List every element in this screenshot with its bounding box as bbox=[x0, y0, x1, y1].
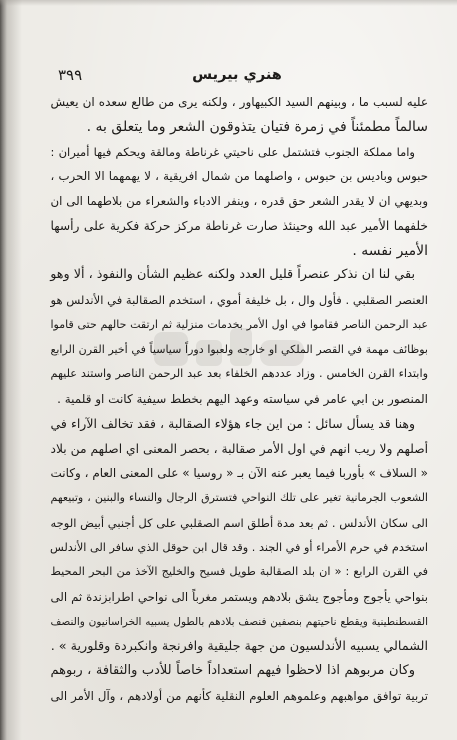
text-line: القسطنطينية ويقطع ناحيتهم بنصفين فنصف بلادهم بالطول يسبيه الخراسانيون والنصف bbox=[50, 615, 428, 628]
text-line: سالماً مطمئناً في زمرة فتيان يتذوقون الشعر وما يتعلق به . bbox=[86, 118, 428, 135]
text-line: عبد الرحمن الناصر فقاموا في اول الأمر بخدمات منزلية ثم ارتقت حالهم حتى قاموا bbox=[50, 317, 428, 331]
text-line: وابتداء القرن الخامس . وزاد عددهم الخلفاء بعد عبد الرحمن الناصر واستند عليهم bbox=[50, 367, 428, 381]
text-line: واما مملكة الجنوب فتشتمل على ناحيتي غرناطة ومالقة ويحكم فيها أميران : bbox=[50, 144, 415, 159]
text-line: وكان مربوهم اذا لاحظوا فيهم استعداداً خاصاً للأدب والثقافة ، ربوهم bbox=[50, 663, 415, 679]
page-number: ٣٩٩ bbox=[58, 66, 83, 84]
text-line: الأمير نفسه . bbox=[352, 242, 428, 259]
text-line: المنصور بن ابي عامر في سياسته وعهد اليهم بخطط سيفية كانت او قلمية . bbox=[57, 392, 428, 406]
text-line: عليه لسبب ما ، وبينهم السيد الكبيهاور ، ولكنه يرى من طالع سعده ان يعيش bbox=[50, 95, 428, 109]
binding-shadow bbox=[0, 0, 22, 740]
page-top-edge bbox=[0, 0, 457, 6]
running-title: هنري بيريس bbox=[192, 67, 282, 83]
text-line: أصلهم ولا ريب انهم في اول الأمر صقالبة ، بحصر المعنى اي اصلهم من بلاد bbox=[50, 441, 428, 456]
text-line: « السلاف » بأوربا فيما يعبر عنه الآن بـ « روسيا » على المعنى العام ، وكانت bbox=[50, 466, 428, 481]
text-line: العنصر الصقلبي . فأول وال ، بل خليفة أموي ، استخدم الصقالبة في الأندلس هو bbox=[50, 293, 428, 307]
body-text bbox=[49, 90, 428, 709]
text-line: تربية توافق مواهبهم وعلموهم العلوم النقلية كأنهم من أولادهم ، وآل الأمر الى bbox=[50, 689, 428, 703]
text-line: استخدم في حرم الأمراء أو في الجند . وقد قال ابن حوقل الذي سافر الى الأندلس bbox=[50, 540, 428, 554]
text-line: حبوس وباديس بن حبوس ، واصلهما من شمال افريقية ، لا يهمهما الا الحرب ، bbox=[50, 169, 428, 184]
text-line: بقي لنا ان نذكر عنصراً قليل العدد ولكنه عظيم الشأن والنفوذ ، ألا وهو bbox=[50, 267, 415, 283]
text-line: الشمالي يسبيه الأندلسيون من جهة جليقية وافرنجة وانكبردة وقلورية » . bbox=[50, 638, 428, 654]
text-line: بوظائف مهمة في القصر الملكي او خارجه ولعبوا دوراً سياسياً في أخير القرن الرابع bbox=[50, 342, 428, 356]
text-line: بنواحي يأجوج ومأجوج يشق بلادهم ويستمر مغرباً الى نواحي اطرابزندة ثم الى bbox=[50, 590, 428, 604]
text-line: وبديهي ان لا يقدر الشعر حق قدره ، وينفر الادباء والشعراء من بلاطهما الى ان bbox=[50, 194, 428, 208]
text-line: وهنا قد يسأل سائل : من اين جاء هؤلاء الصقالبة ، فقد تخالف الآراء في bbox=[50, 415, 415, 431]
text-line: الى سكان الأندلس . ثم بعد مدة أطلق اسم الصقلبي على كل أجنبي أبيض الوجه bbox=[50, 515, 428, 530]
text-line: في القرن الرابع : « ان بلد الصقالبة طويل فسيح والخليج الآخذ من البحر المحيط bbox=[50, 565, 428, 579]
text-line: الشعوب الجرمانية تغير على تلك النواحي فتسترق الرجال والنساء والبنين ، وتبيعهم bbox=[50, 491, 428, 504]
text-line: خلفهما الأمير عبد الله وحينئذ صارت غرناطة مركز حركة فكرية على رأسها bbox=[50, 218, 428, 233]
